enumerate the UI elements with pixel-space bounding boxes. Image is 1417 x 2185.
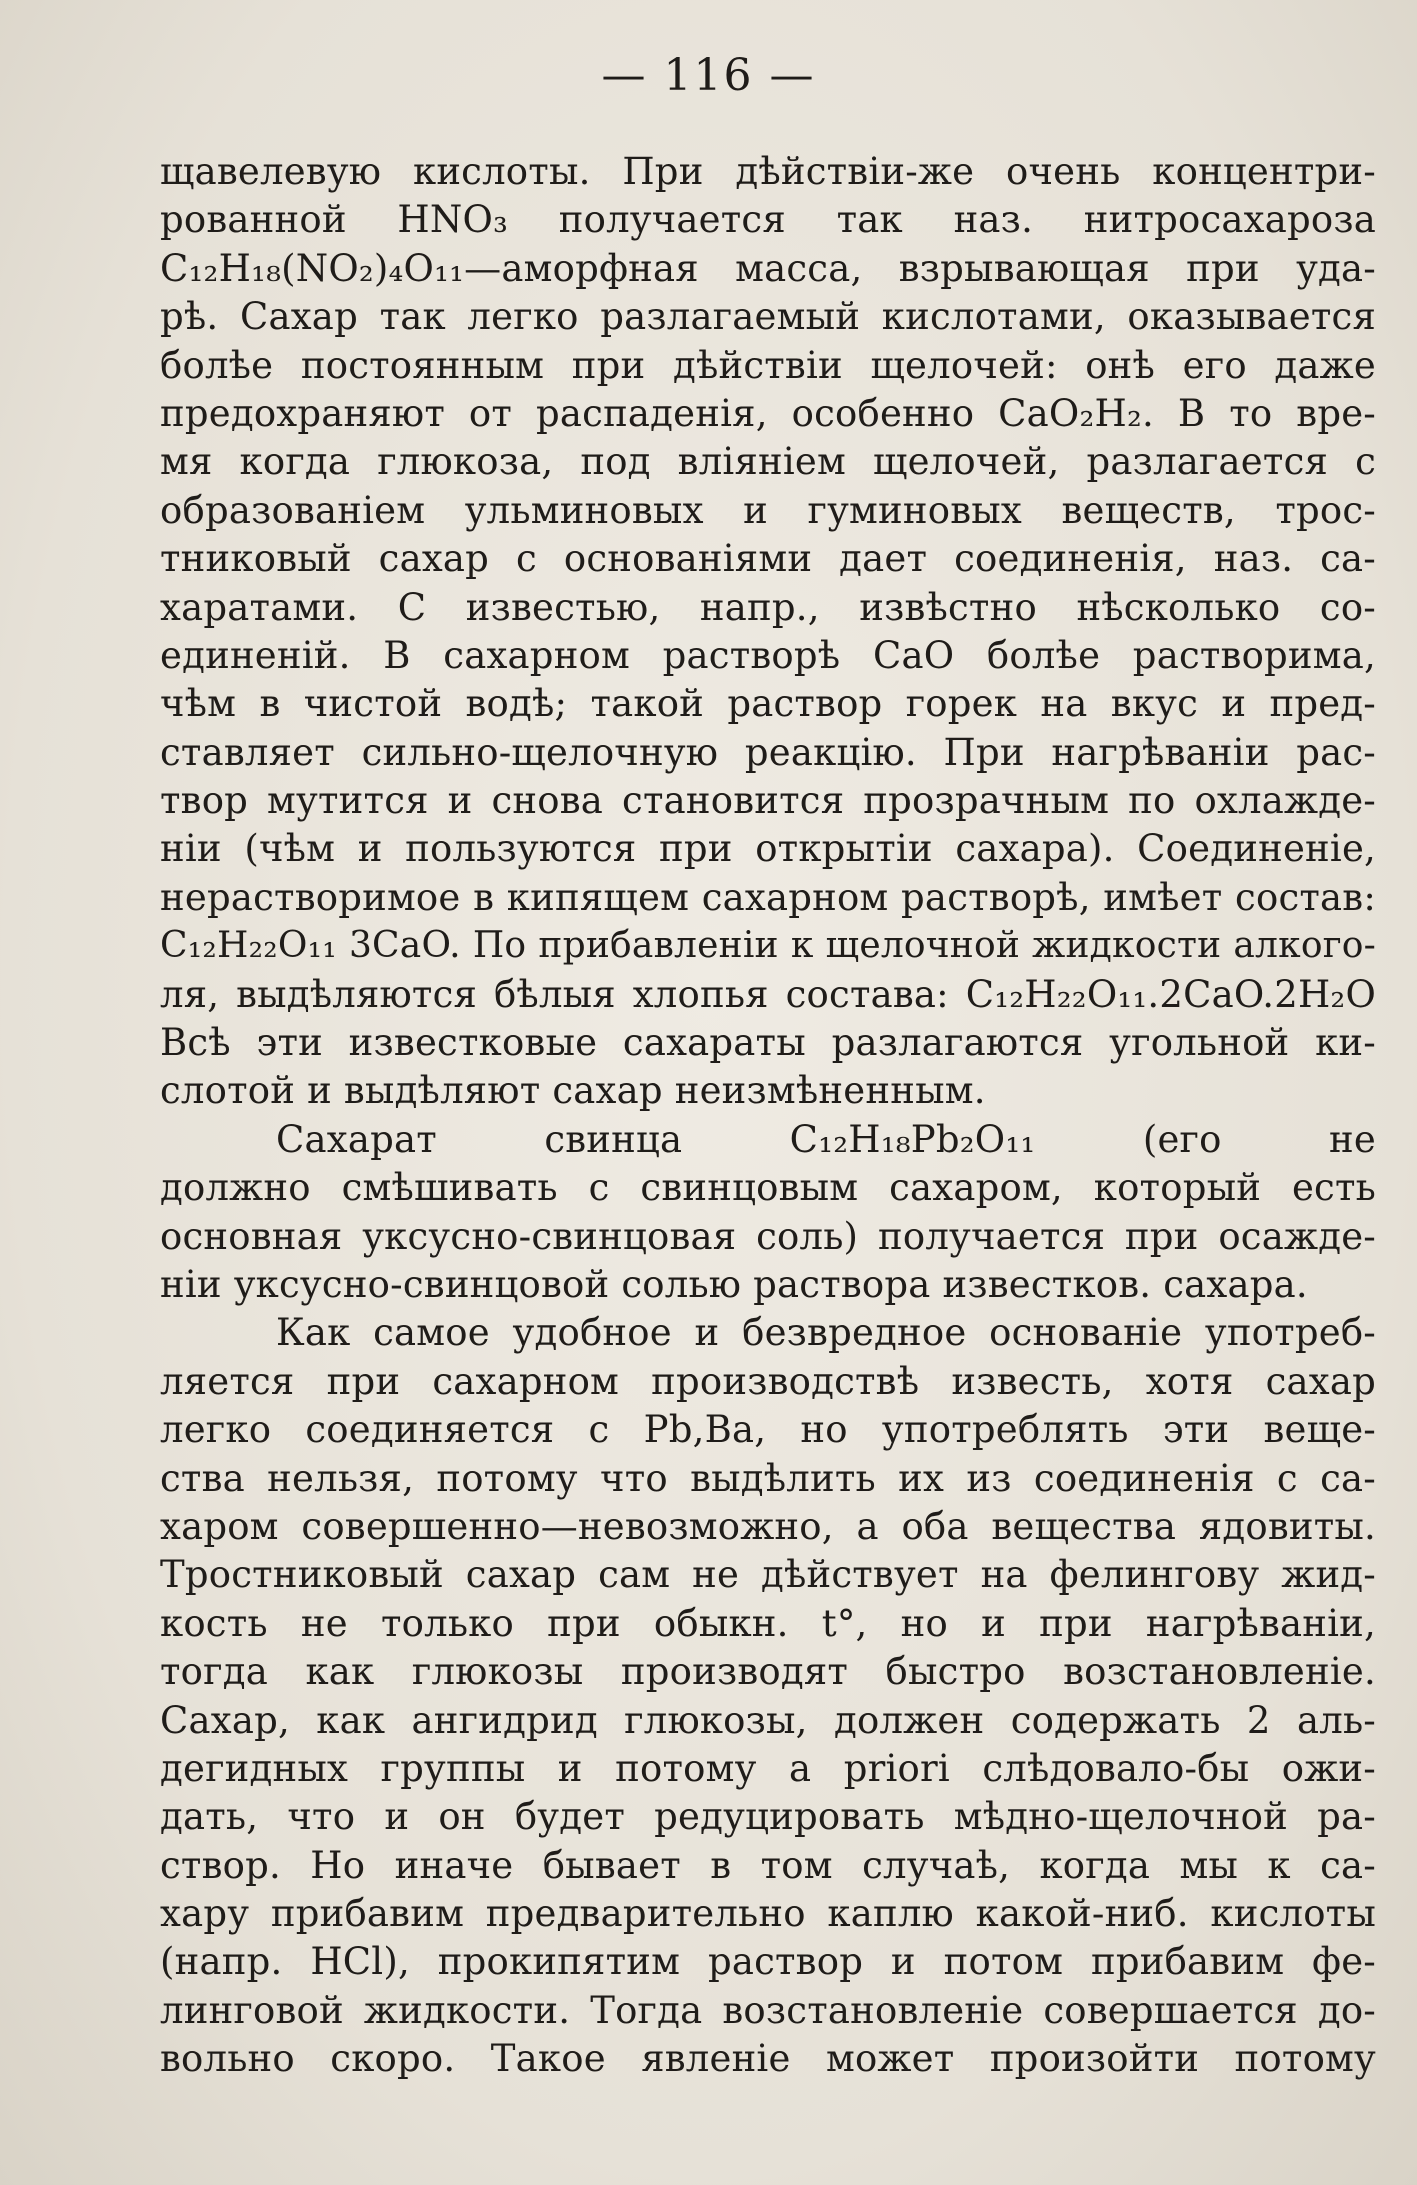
text-line: дегидных группы и потому a priori слѣдовало-бы ожи-	[160, 1746, 1376, 1790]
text-line: харом совершенно—невозможно, а оба вещества ядовиты.	[160, 1504, 1376, 1548]
text-line: Как самое удобное и безвредное основаніе употреб-	[276, 1311, 1376, 1355]
text-line: предохраняют от распаденія, особенно CaO₂H₂. В то вре-	[160, 391, 1376, 435]
text-line: нерастворимое в кипящем сахарном растворѣ, имѣет состав:	[160, 875, 1376, 919]
text-line: Сахар, как ангидрид глюкозы, должен содержать 2 аль-	[160, 1698, 1376, 1742]
text-line: Всѣ эти известковые сахараты разлагаются угольной ки-	[160, 1021, 1376, 1065]
text-line: ніи (чѣм и пользуются при открытіи сахара). Соединеніе,	[160, 827, 1376, 871]
text-line: щавелевую кислоты. При дѣйствіи-же очень концентри-	[160, 150, 1376, 193]
text-line: C₁₂H₂₂O₁₁ 3CaO. По прибавленіи к щелочной жидкости алкого-	[160, 925, 1376, 967]
text-line: хару прибавим предварительно каплю какой-ниб. кислоты	[160, 1892, 1376, 1936]
text-line: ства нельзя, потому что выдѣлить их из соединенія с са-	[160, 1456, 1376, 1500]
text-line: ставляет сильно-щелочную реакцію. При нагрѣваніи рас-	[160, 730, 1376, 774]
text-line: мя когда глюкоза, под вліяніем щелочей, разлагается с	[160, 440, 1376, 484]
text-line: образованіем ульминовых и гуминовых веществ, трос-	[160, 488, 1376, 532]
text-line: линговой жидкости. Тогда возстановленіе совершается до-	[160, 1988, 1376, 2032]
text-line: C₁₂H₁₈(NO₂)₄O₁₁—аморфная масса, взрывающая при уда-	[160, 246, 1376, 290]
text-line: слотой и выдѣляют сахар неизмѣненным.	[160, 1069, 986, 1113]
text-line: тогда как глюкозы производят быстро возстановленіе.	[160, 1650, 1376, 1694]
text-line: рѣ. Сахар так легко разлагаемый кислотами, оказывается	[160, 295, 1376, 339]
text-line: (напр. HCl), прокипятим раствор и потом прибавим фе-	[160, 1940, 1376, 1984]
text-line: твор мутится и снова становится прозрачным по охлажде-	[160, 779, 1376, 823]
text-line: ніи уксусно-свинцовой солью раствора известков. сахара.	[160, 1262, 1308, 1306]
body-text	[160, 148, 1376, 2084]
text-line: вольно скоро. Такое явленіе может произойти потому	[160, 2037, 1376, 2081]
text-line: болѣе постоянным при дѣйствіи щелочей: онѣ его даже	[160, 343, 1376, 387]
text-line: тниковый сахар с основаніями дает соединенія, наз. са-	[160, 537, 1376, 581]
text-line: Сахарат свинца C₁₂H₁₈Pb₂O₁₁ (его не	[276, 1117, 1376, 1161]
text-line: рованной HNO₃ получается так наз. нитросахароза	[160, 198, 1376, 242]
text-line: створ. Но иначе бывает в том случаѣ, когда мы к са-	[160, 1843, 1376, 1887]
text-line: харатами. С известью, напр., извѣстно нѣсколько со-	[160, 585, 1376, 629]
text-line: Тростниковый сахар сам не дѣйствует на фелингову жид-	[160, 1553, 1376, 1597]
text-line: дать, что и он будет редуцировать мѣдно-щелочной ра-	[160, 1795, 1376, 1839]
text-line: ляется при сахарном производствѣ известь, хотя сахар	[160, 1359, 1376, 1403]
text-line: ля, выдѣляются бѣлыя хлопья состава: C₁₂H₂₂O₁₁.2CaO.2H₂O	[160, 972, 1376, 1016]
text-line: единеній. В сахарном растворѣ CaO болѣе растворима,	[160, 633, 1376, 677]
page-number: — 116 —	[601, 50, 816, 101]
text-line: чѣм в чистой водѣ; такой раствор горек на вкус и пред-	[160, 682, 1376, 726]
text-line: легко соединяется с Pb,Ba, но употреблять эти веще-	[160, 1408, 1376, 1452]
text-line: кость не только при обыкн. t°, но и при нагрѣваніи,	[160, 1601, 1376, 1645]
text-line: должно смѣшивать с свинцовым сахаром, который есть	[160, 1166, 1376, 1210]
text-line: основная уксусно-свинцовая соль) получается при осажде-	[160, 1214, 1376, 1258]
